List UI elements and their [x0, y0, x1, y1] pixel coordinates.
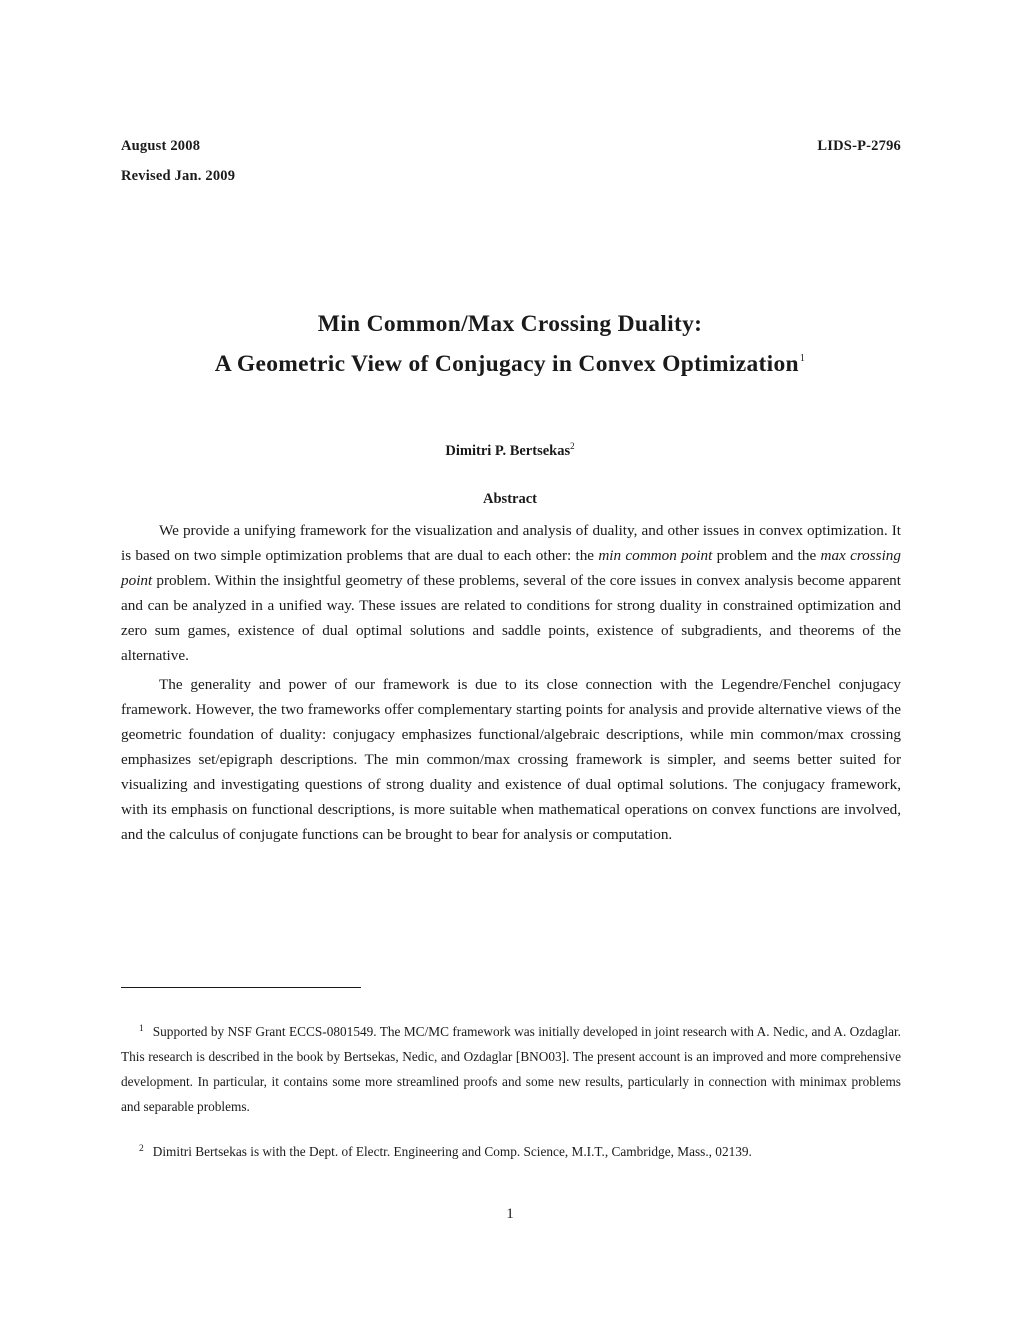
abstract-para1-part3: problem. Within the insightful geometry of these problems, several of the core issues in convex analysis become apparent and can be analyzed in a unified way. These issues are related to conditions for strong duality in constrained optimization and zero sum games, existence of dual optimal solutions and saddle points, existence of subgradients, and theorems of the alternative.	[121, 572, 901, 664]
author	[0, 441, 1020, 460]
abstract-heading: Abstract	[483, 491, 537, 507]
title-line-2-text: A Geometric View of Conjugacy in Convex Optimization	[214, 351, 799, 377]
abstract-para1-part2: problem and the	[712, 547, 821, 564]
abstract-paragraph-1	[121, 518, 901, 668]
header-report-number: LIDS-P-2796	[817, 138, 901, 154]
header-date: August 2008	[121, 138, 201, 154]
author-footnote-mark: 2	[570, 441, 575, 451]
title-line-1	[0, 311, 1020, 338]
footnote-1-mark: 1	[139, 1024, 144, 1034]
author-name: Dimitri P. Bertsekas	[445, 443, 571, 459]
title-footnote-mark: 1	[799, 353, 806, 364]
title-line-2	[0, 351, 1020, 378]
footnote-1	[121, 1017, 901, 1119]
footnote-1-text: Supported by NSF Grant ECCS-0801549. The MC/MC framework was initially developed in joint research with A. Nedic, and A. Ozdaglar. This research is described in the book by Bertsekas, Nedic, and Ozdaglar [BNO03]. The present account is an improved and more comprehensive development. In particular, it contains some more streamlined proofs and some new results, particularly in connection with minimax problems and separable problems.	[121, 1024, 901, 1114]
abstract-para1-part1: We provide a unifying framework for the visualization and analysis of duality, and other issues in convex optimization. It is based on two simple optimization problems that are dual to each other: the	[121, 522, 901, 564]
title-line-1-text: Min Common/Max Crossing Duality:	[317, 311, 703, 337]
abstract-paragraph-2: The generality and power of our framework is due to its close connection with the Legendre/Fenchel conjugacy framework. However, the two frameworks offer complementary starting points for analysis and provide alternative views of the geometric foundation of duality: conjugacy emphasizes functional/algebraic descriptions, while min common/max crossing emphasizes set/epigraph descriptions. The min common/max crossing framework is simpler, and seems better suited for visualizing and investigating questions of strong duality and existence of dual optimal solutions. The conjugacy framework, with its emphasis on functional descriptions, is more suitable when mathematical operations on convex functions are involved, and the calculus of conjugate functions can be brought to bear for analysis or computation.	[121, 676, 901, 843]
header-revised-date: Revised Jan. 2009	[121, 168, 236, 184]
abstract-para1-em-min-common: min common point	[598, 547, 713, 564]
abstract-para1-em-max-crossing: max crossing point	[121, 547, 901, 589]
footnote-2	[121, 1137, 901, 1164]
page-number: 1	[506, 1206, 514, 1222]
footnote-2-text: Dimitri Bertsekas is with the Dept. of Electr. Engineering and Comp. Science, M.I.T., Cambridge, Mass., 02139.	[152, 1144, 752, 1159]
footnote-2-mark: 2	[139, 1144, 144, 1154]
footnote-rule	[121, 987, 361, 988]
